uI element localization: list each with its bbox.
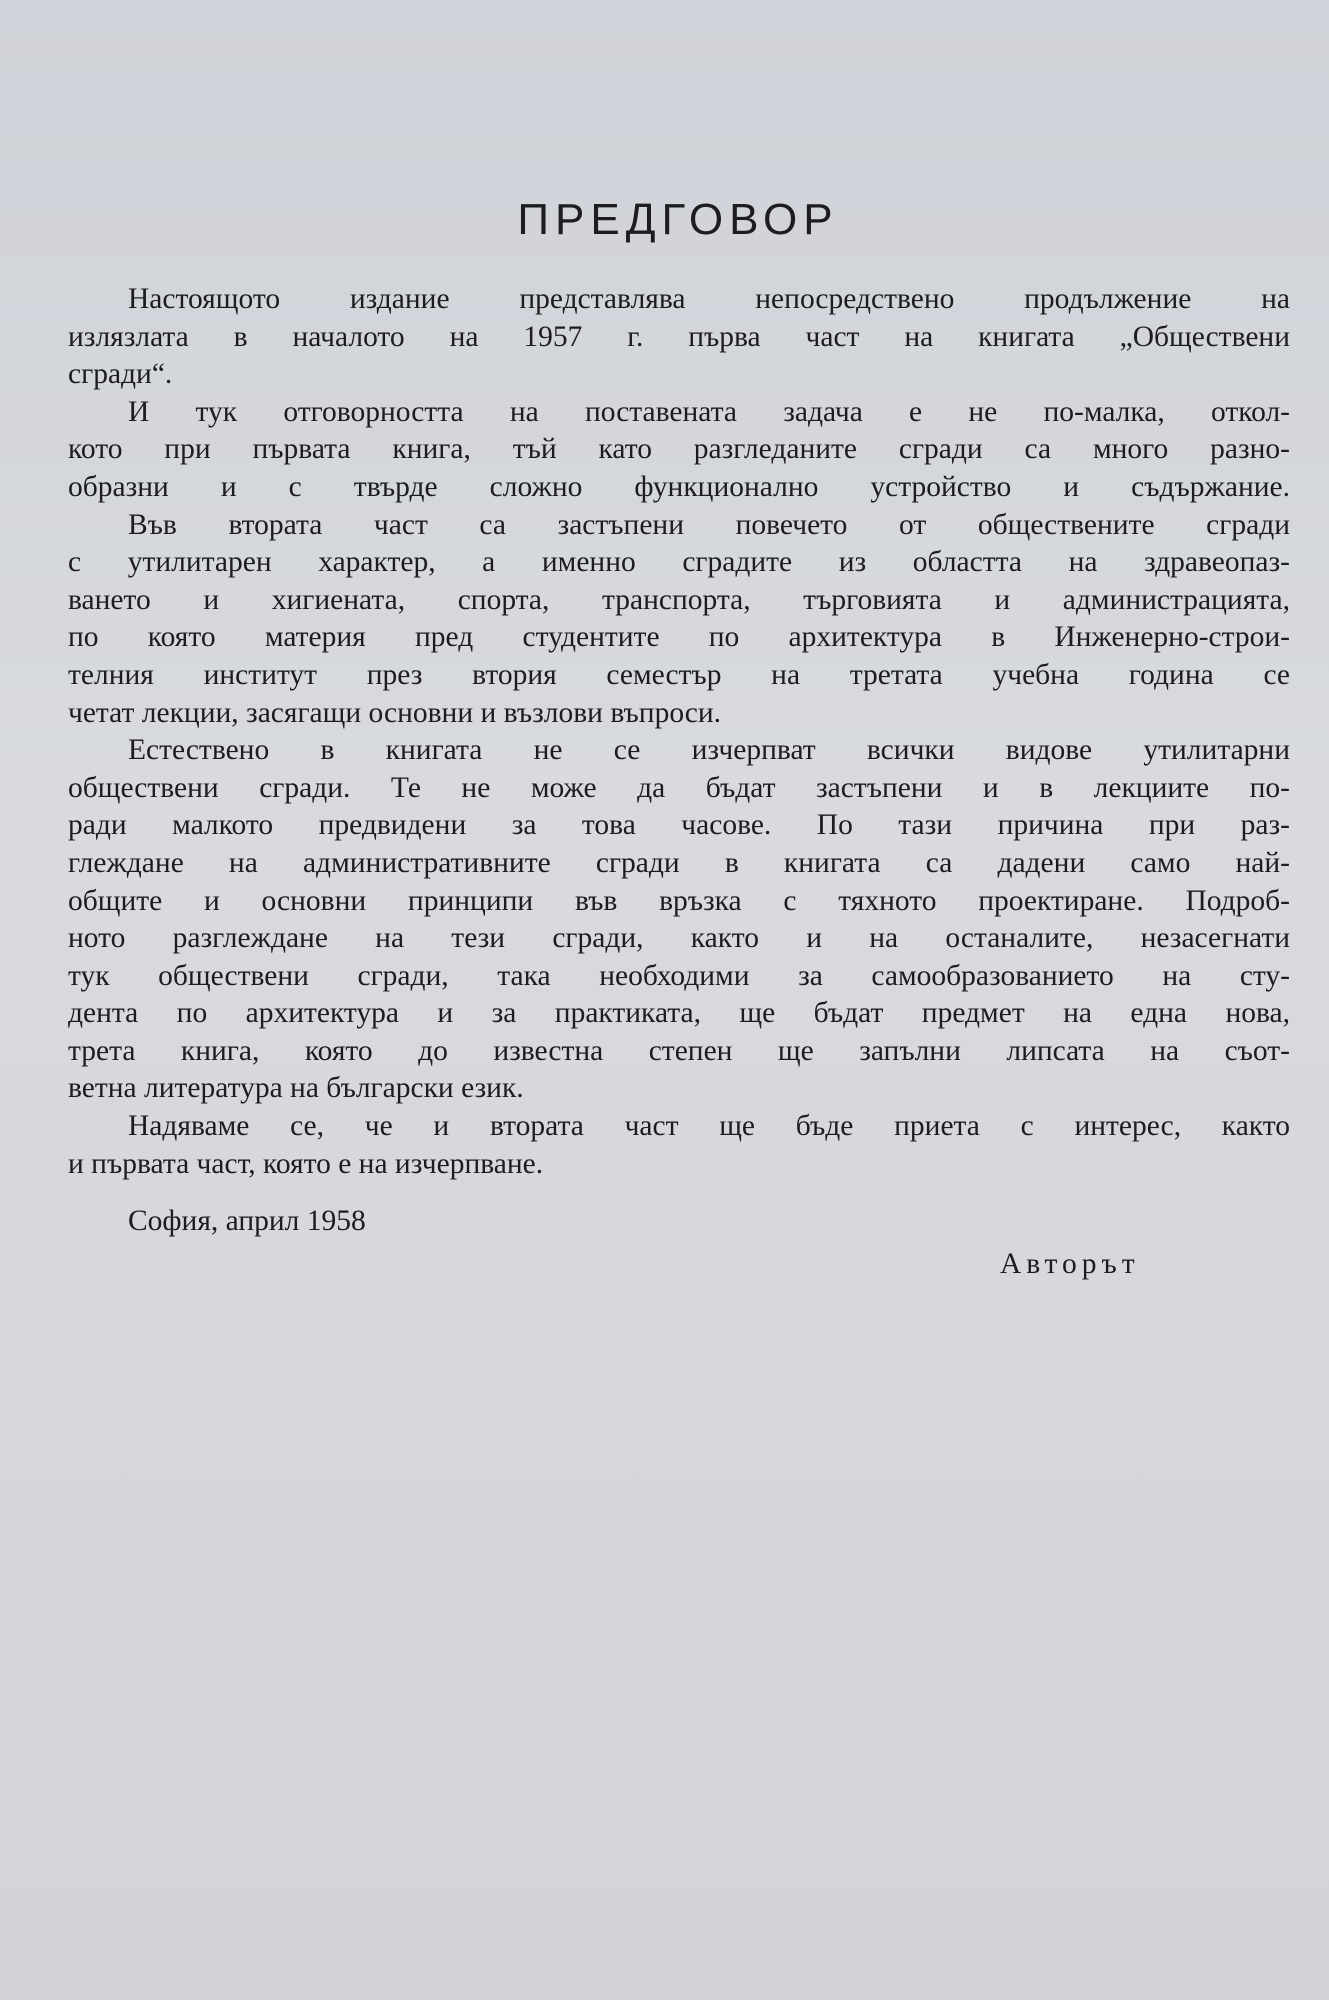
text-line: Настоящото издание представлява непосредствено продължение на (128, 283, 1290, 315)
paragraph-1 (68, 281, 1290, 394)
preface-body (68, 281, 1290, 1183)
text-line: ради малкото предвидени за това часове. По тази причина при раз- (68, 809, 1290, 842)
text-line: с утилитарен характер, а именно сградите из областта на здравеопаз- (68, 546, 1290, 579)
text-line: телния институт през втория семестър на третата учебна година се (68, 658, 1290, 691)
text-line: ното разглеждане на тези сгради, както и на останалите, незасегнати (68, 922, 1290, 955)
place-date: София, април 1958 (128, 1205, 366, 1238)
text-line: по която материя пред студентите по архитектура в Инженерно-строи- (68, 621, 1290, 654)
text-line: общите и основни принципи във връзка с тяхното проектиране. Подроб- (68, 884, 1290, 917)
text-line: образни и с твърде сложно функционално устройство и съдържание. (68, 470, 1290, 503)
text-line: излязлата в началото на 1957 г. първа част на книгата „Обществени (68, 320, 1290, 353)
text-line: тук обществени сгради, така необходими за самообразованието на сту- (68, 959, 1290, 992)
text-line: ветна литература на български език. (68, 1072, 524, 1105)
text-line: Във втората част са застъпени повечето от обществените сгради (128, 508, 1290, 541)
text-line: И тук отговорността на поставената задача е не по-малка, откол- (128, 395, 1290, 428)
text-line: трета книга, която до известна степен ще запълни липсата на съот- (68, 1034, 1290, 1067)
paragraph-4 (68, 732, 1290, 1108)
page-title: ПРЕДГОВОР (517, 195, 839, 244)
paragraph-5 (68, 1108, 1290, 1183)
text-line: четат лекции, засягащи основни и възлови въпроси. (68, 696, 722, 729)
text-line: Естествено в книгата не се изчерпват всички видове утилитарни (128, 734, 1290, 767)
author-signature: Авторът (1000, 1248, 1140, 1281)
text-line: глеждане на административните сгради в книгата са дадени само най- (68, 846, 1290, 879)
text-line: обществени сгради. Те не може да бъдат застъпени и в лекциите по- (68, 771, 1290, 804)
text-line: кото при първата книга, тъй като разгледаните сгради са много разно- (68, 433, 1290, 466)
paragraph-2 (68, 394, 1290, 507)
text-line: ването и хигиената, спорта, транспорта, търговията и администрацията, (68, 583, 1290, 616)
text-line: и първата част, която е на изчерпване. (68, 1147, 544, 1180)
text-line: Надяваме се, че и втората част ще бъде приета с интерес, както (128, 1110, 1290, 1143)
text-line: дента по архитектура и за практиката, ще бъдат предмет на една нова, (68, 997, 1290, 1030)
paragraph-3 (68, 507, 1290, 733)
text-line: сгради“. (68, 358, 173, 391)
